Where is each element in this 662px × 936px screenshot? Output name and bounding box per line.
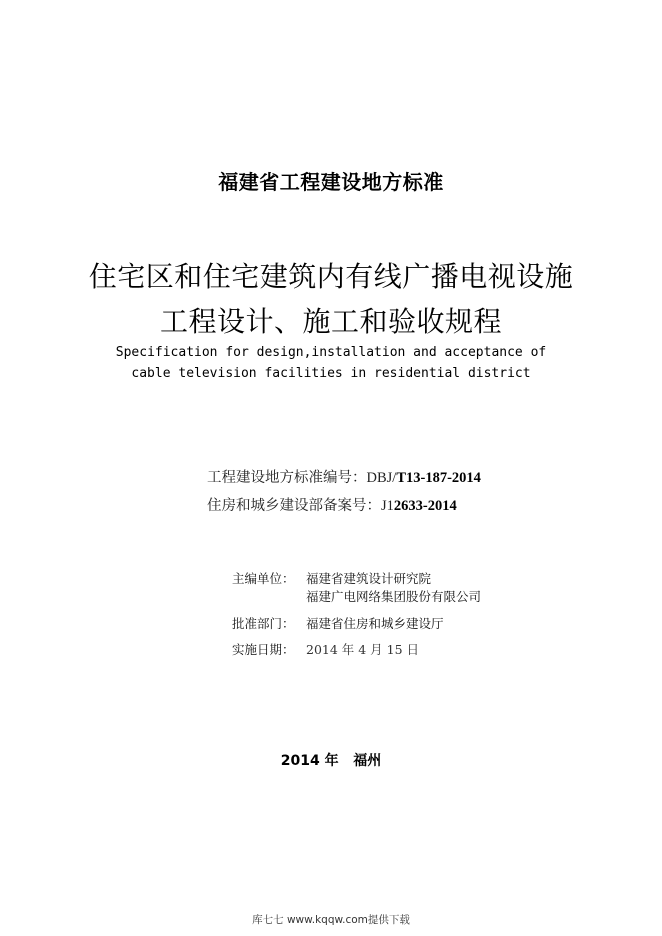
approver-value: 福建省住房和城乡建设厅 bbox=[306, 616, 444, 631]
standard-number-label: 工程建设地方标准编号： bbox=[207, 470, 367, 486]
english-title-line-1: Specification for design,installation and acceptance of bbox=[115, 345, 547, 360]
record-number-row bbox=[207, 494, 457, 515]
standard-type-heading: 福建省工程建设地方标准 bbox=[218, 170, 444, 194]
record-number-prefix: J1 bbox=[381, 498, 394, 514]
download-watermark: 库七七 www.kqqw.com提供下载 bbox=[252, 914, 410, 926]
effective-date-label: 实施日期： bbox=[232, 642, 295, 657]
document-title-line-1: 住宅区和住宅建筑内有线广播电视设施 bbox=[88, 260, 574, 293]
document-title-line-2: 工程设计、施工和验收规程 bbox=[159, 305, 502, 338]
record-number-value: 2633-2014 bbox=[393, 498, 457, 514]
standard-number-row bbox=[207, 466, 481, 487]
record-number-label: 住房和城乡建设部备案号： bbox=[207, 498, 381, 514]
standard-number-prefix: DBJ/ bbox=[366, 470, 397, 486]
standard-number-value: T13-187-2014 bbox=[396, 470, 481, 486]
approver-label: 批准部门： bbox=[232, 616, 295, 631]
editor-unit-value-1: 福建省建筑设计研究院 bbox=[306, 571, 432, 586]
editor-unit-value-2: 福建广电网络集团股份有限公司 bbox=[306, 589, 482, 604]
english-title-line-2: cable television facilities in residential district bbox=[131, 366, 531, 381]
editor-unit-label: 主编单位： bbox=[232, 571, 295, 586]
effective-date-value: 2014 年 4 月 15 日 bbox=[306, 642, 420, 657]
publication-year-place: 2014 年 福州 bbox=[280, 753, 382, 769]
